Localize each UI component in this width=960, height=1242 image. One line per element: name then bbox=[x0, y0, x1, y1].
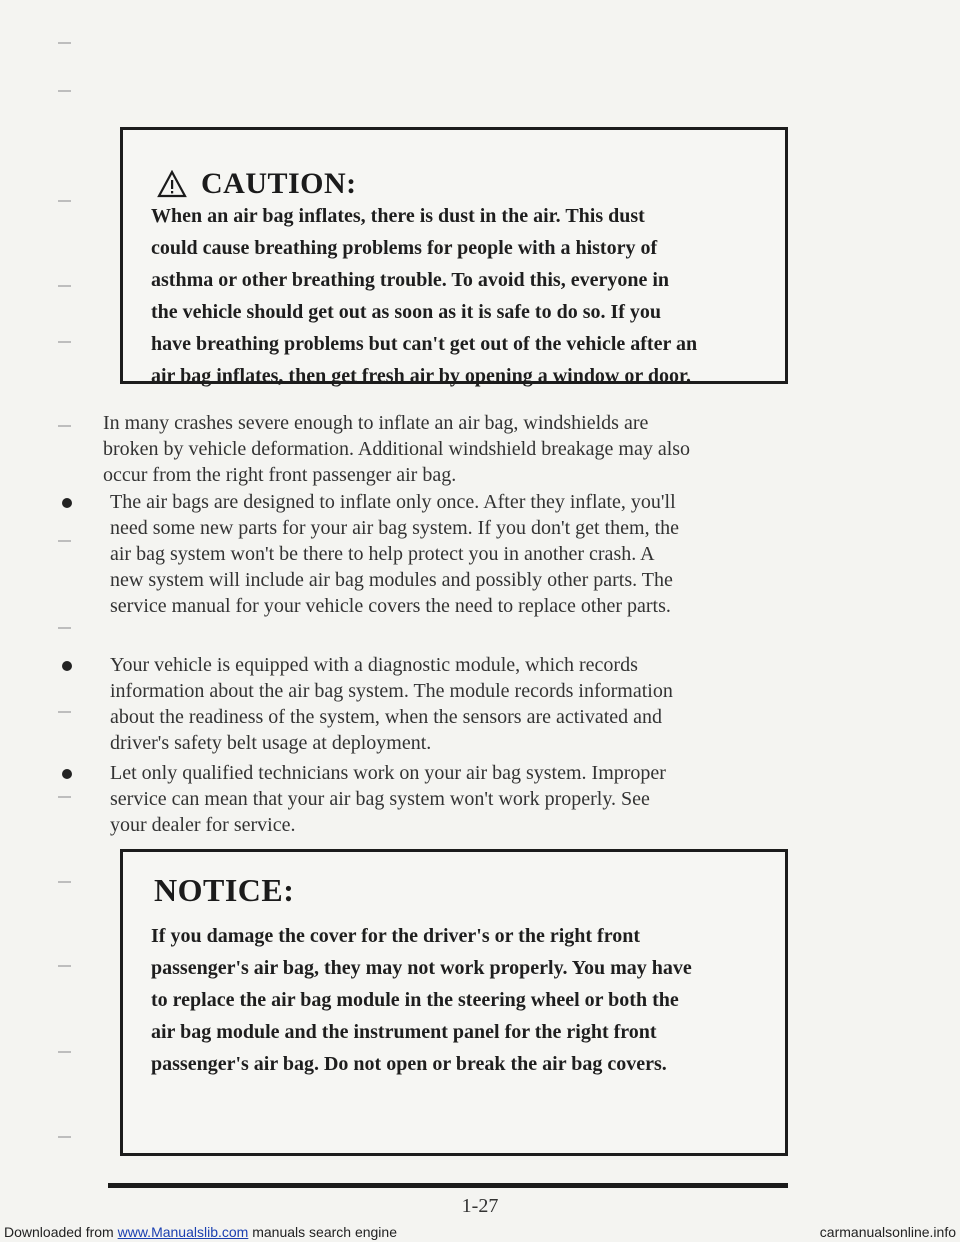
bullet-line: driver's safety belt usage at deployment. bbox=[110, 732, 432, 754]
caution-header bbox=[157, 164, 357, 204]
caution-text bbox=[151, 200, 697, 392]
manualslib-link[interactable]: www.Manualslib.com bbox=[117, 1224, 249, 1240]
notice-text bbox=[151, 920, 692, 1080]
caution-title: CAUTION: bbox=[201, 167, 357, 200]
margin-tick bbox=[58, 42, 71, 44]
bullet-line: new system will include air bag modules and possibly other parts. The bbox=[110, 569, 673, 591]
margin-tick bbox=[58, 540, 71, 542]
watermark: carmanualsonline.info bbox=[819, 1224, 956, 1240]
bullet-dot bbox=[62, 498, 72, 508]
bullet-line: about the readiness of the system, when the sensors are activated and bbox=[110, 706, 663, 728]
notice-line: passenger's air bag, they may not work properly. You may have bbox=[151, 957, 692, 979]
caution-line: air bag inflates, then get fresh air by opening a window or door. bbox=[151, 365, 692, 387]
margin-tick bbox=[58, 711, 71, 713]
margin-tick bbox=[58, 425, 71, 427]
bullet-line: service manual for your vehicle covers the need to replace other parts. bbox=[110, 595, 671, 617]
margin-tick bbox=[58, 965, 71, 967]
bullet-line: Your vehicle is equipped with a diagnostic module, which records bbox=[110, 654, 638, 676]
footer-suffix: manuals search engine bbox=[248, 1224, 397, 1240]
bullet-line: air bag system won't be there to help protect you in another crash. A bbox=[110, 543, 655, 565]
intro-paragraph bbox=[103, 410, 690, 488]
page-number: 1-27 bbox=[461, 1195, 499, 1217]
margin-tick bbox=[58, 90, 71, 92]
bullet-item-air-bags-inflate-once bbox=[110, 489, 679, 619]
notice-title: NOTICE: bbox=[154, 872, 295, 908]
notice-box bbox=[120, 849, 788, 1156]
margin-tick bbox=[58, 1051, 71, 1053]
notice-line: to replace the air bag module in the steering wheel or both the bbox=[151, 989, 679, 1011]
caution-line: asthma or other breathing trouble. To avoid this, everyone in bbox=[151, 269, 670, 291]
notice-line: air bag module and the instrument panel for the right front bbox=[151, 1021, 657, 1043]
bullet-dot bbox=[62, 661, 72, 671]
notice-line: If you damage the cover for the driver's or the right front bbox=[151, 925, 640, 947]
bullet-line: service can mean that your air bag system won't work properly. See bbox=[110, 788, 650, 810]
footer-prefix: Downloaded from bbox=[4, 1224, 118, 1240]
bullet-line: your dealer for service. bbox=[110, 814, 296, 836]
download-footer bbox=[4, 1224, 397, 1240]
caution-line: have breathing problems but can't get out of the vehicle after an bbox=[151, 333, 698, 355]
margin-tick bbox=[58, 285, 71, 287]
warning-triangle-icon bbox=[157, 170, 187, 198]
margin-tick bbox=[58, 881, 71, 883]
margin-tick bbox=[58, 796, 71, 798]
bullet-line: The air bags are designed to inflate only once. After they inflate, you'll bbox=[110, 491, 676, 513]
bullet-line: Let only qualified technicians work on your air bag system. Improper bbox=[110, 762, 666, 784]
footer-rule bbox=[108, 1183, 788, 1188]
caution-line: the vehicle should get out as soon as it is safe to do so. If you bbox=[151, 301, 662, 323]
caution-line: When an air bag inflates, there is dust in the air. This dust bbox=[151, 205, 645, 227]
bullet-line: information about the air bag system. The module records information bbox=[110, 680, 673, 702]
margin-tick bbox=[58, 200, 71, 202]
intro-line: In many crashes severe enough to inflate an air bag, windshields are bbox=[103, 412, 649, 434]
margin-tick bbox=[58, 627, 71, 629]
intro-line: occur from the right front passenger air bag. bbox=[103, 464, 457, 486]
intro-line: broken by vehicle deformation. Additional windshield breakage may also bbox=[103, 438, 691, 460]
bullet-dot bbox=[62, 769, 72, 779]
margin-tick bbox=[58, 1136, 71, 1138]
bullet-item-diagnostic-module bbox=[110, 652, 673, 756]
bullet-line: need some new parts for your air bag system. If you don't get them, the bbox=[110, 517, 680, 539]
margin-tick bbox=[58, 341, 71, 343]
bullet-item-qualified-technicians bbox=[110, 760, 666, 838]
notice-line: passenger's air bag. Do not open or break the air bag covers. bbox=[151, 1053, 667, 1075]
caution-box bbox=[120, 127, 788, 387]
caution-line: could cause breathing problems for people with a history of bbox=[151, 237, 658, 259]
